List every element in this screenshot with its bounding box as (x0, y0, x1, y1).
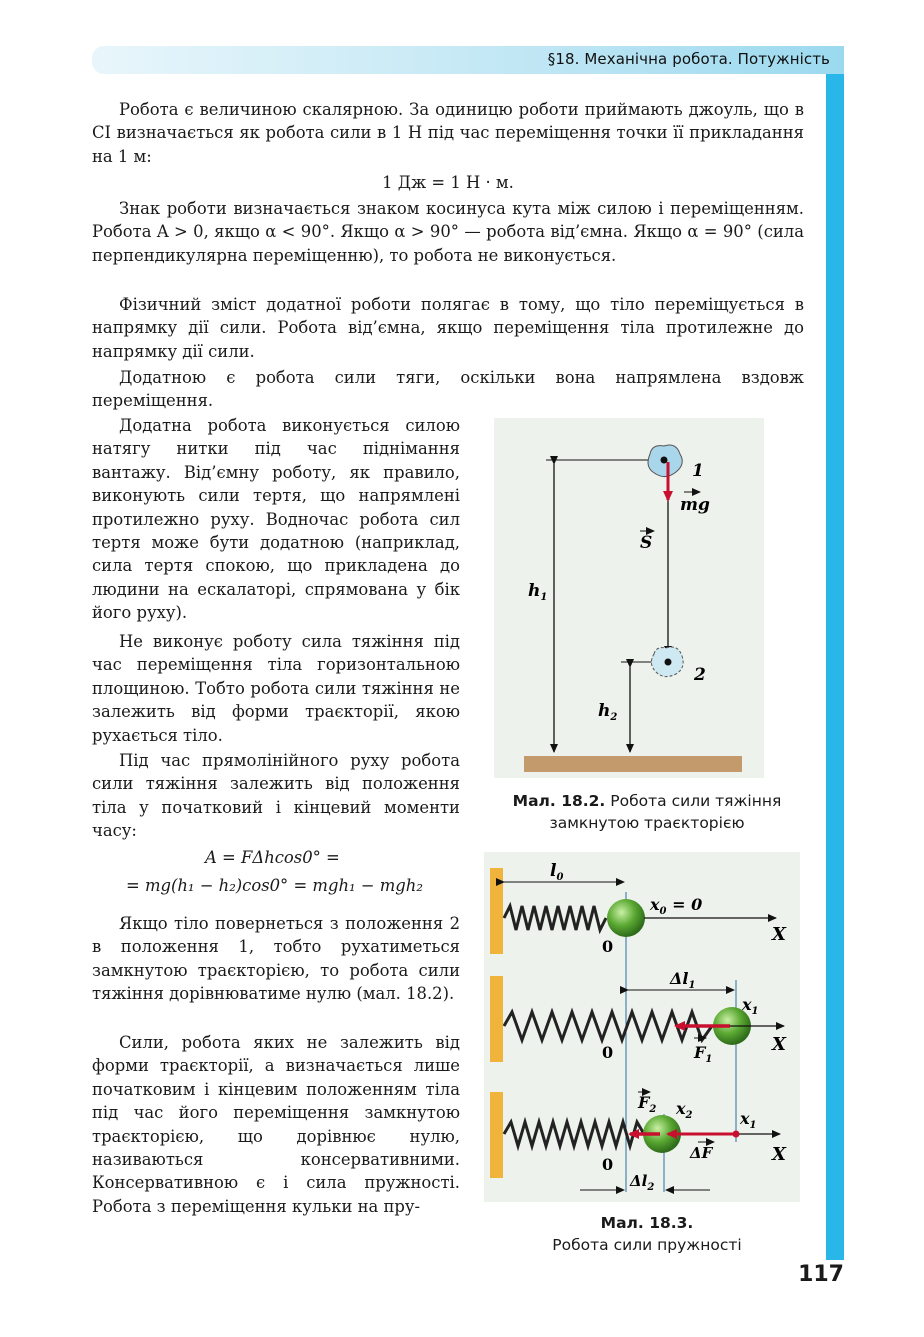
figure-18-3-caption (484, 1212, 810, 1256)
label-position-1: 1 (692, 461, 704, 481)
paragraph-3: Фізичний зміст додатної роботи полягає в тому, що тіло переміщується в напрямку дії сили. Робота від’ємна, якщо переміщення тіла протилежне до напрямку дії сили. (92, 295, 804, 361)
label-axis-X-1: X (772, 924, 786, 945)
wall-1 (490, 868, 503, 954)
label-dl1: $\Delta l_1$ (670, 969, 696, 991)
paragraph-1: Робота є величиною скалярною. За одиницю роботи приймають джоуль, що в СІ визначається як робота сили в 1 Н під час переміщення точки її прикладання на 1 м: (92, 100, 804, 166)
formula-joule: 1 Дж = 1 Н · м. (382, 173, 514, 192)
label-h2: $h_2$ (598, 701, 618, 723)
figure-18-2-caption (482, 790, 812, 834)
ball-1 (607, 899, 645, 937)
label-x1-row3: $x_1$ (740, 1109, 757, 1131)
label-zero-2: 0 (602, 1043, 614, 1062)
caption-18-3-line2: Робота сили пружності (552, 1236, 742, 1254)
caption-18-2-text: Робота сили тяжіння (610, 792, 782, 810)
label-dF: ΔF (690, 1144, 713, 1162)
wall-2 (490, 976, 503, 1062)
formula-line-1: A = FΔhcos0° = (205, 848, 340, 867)
paragraph-9: Сили, робота яких не залежить від форми траєкторії, а визначається лише початковим і кінцевим положенням тіла під час його переміщення замкнутою траєкторією, що дорівнює нулю, називаються консервативними. Консервативною є і сила пружності. Робота з переміщення кульки на пру- (92, 1033, 460, 1216)
label-axis-X-3: X (772, 1144, 786, 1165)
ground (524, 756, 742, 772)
label-x1-row2: $x_1$ (742, 995, 759, 1017)
formula-line-2: = mg(h₁ − h₂)cos0° = mgh₁ − mgh₂ (126, 876, 423, 895)
label-axis-X-2: X (772, 1034, 786, 1055)
figure-18-3 (484, 852, 800, 1202)
paragraph-4: Додатною є робота сили тяги, оскільки вона напрямлена вздовж переміщення. (92, 368, 804, 411)
side-accent-strip (826, 74, 844, 1260)
paragraph-6: Не виконує роботу сила тяжіння під час переміщення тіла горизонтальною площиною. Тобто робота сили тяжіння не залежить від форми траєкторії, якою рухається тіло. (92, 632, 460, 745)
body-2-center (665, 659, 672, 666)
label-x0: $x_0 = 0$ (650, 895, 703, 917)
x1-point-marker (733, 1131, 740, 1138)
caption-18-2-number: Мал. 18.2. (512, 792, 606, 810)
label-position-2: 2 (694, 665, 706, 685)
wall-3 (490, 1092, 503, 1178)
label-zero-1: 0 (602, 937, 614, 956)
page-number: 117 (798, 1262, 844, 1287)
label-dl2: $\Delta l_2$ (630, 1172, 655, 1193)
body-1-center (661, 457, 668, 464)
label-F2: $F_2$ (638, 1093, 657, 1115)
label-F1: $F_1$ (694, 1043, 713, 1065)
paragraph-8: Якщо тіло повернеться з положення 2 в положення 1, тобто рухатиметься замкнутою траєкторією, то робота сили тяжіння дорівнюватиме нулю (мал. 18.2). (92, 914, 460, 1004)
section-title: §18. Механічна робота. Потужність (547, 50, 830, 68)
label-zero-3: 0 (602, 1155, 614, 1174)
paragraph-2: Знак роботи визначається знаком косинуса кута між силою і переміщенням. Робота A > 0, якщо α < 90°. Якщо α > 90° — робота від’ємна. Якщо α = 90° (сила перпендикулярна переміщенню), то робота не виконується. (92, 199, 804, 265)
label-S: S (640, 533, 653, 553)
figure-background (484, 852, 800, 1202)
page-header (92, 46, 844, 74)
label-mg: mg (680, 495, 710, 515)
caption-18-3-number: Мал. 18.3. (600, 1214, 694, 1232)
figure-18-2 (494, 418, 764, 778)
label-x2: $x_2$ (676, 1099, 693, 1121)
paragraph-5: Додатна робота виконується силою натягу нитки під час піднімання вантажу. Від’ємну роботу, як правило, виконують сили тертя, що напрямлені протилежно руху. Водночас робота сил тертя може бути додатною (наприклад, сила тертя спокою, що прикладена до людини на ескалаторі, спрямована у бік його руху). (92, 416, 460, 623)
label-h1: $h_1$ (528, 581, 548, 603)
caption-18-2-line2: замкнутою траєкторією (549, 814, 745, 832)
label-l0: $l_0$ (550, 861, 564, 883)
paragraph-7: Під час прямолінійного руху робота сили тяжіння залежить від положення тіла у початковий і кінцевий моменти часу: (92, 751, 460, 841)
